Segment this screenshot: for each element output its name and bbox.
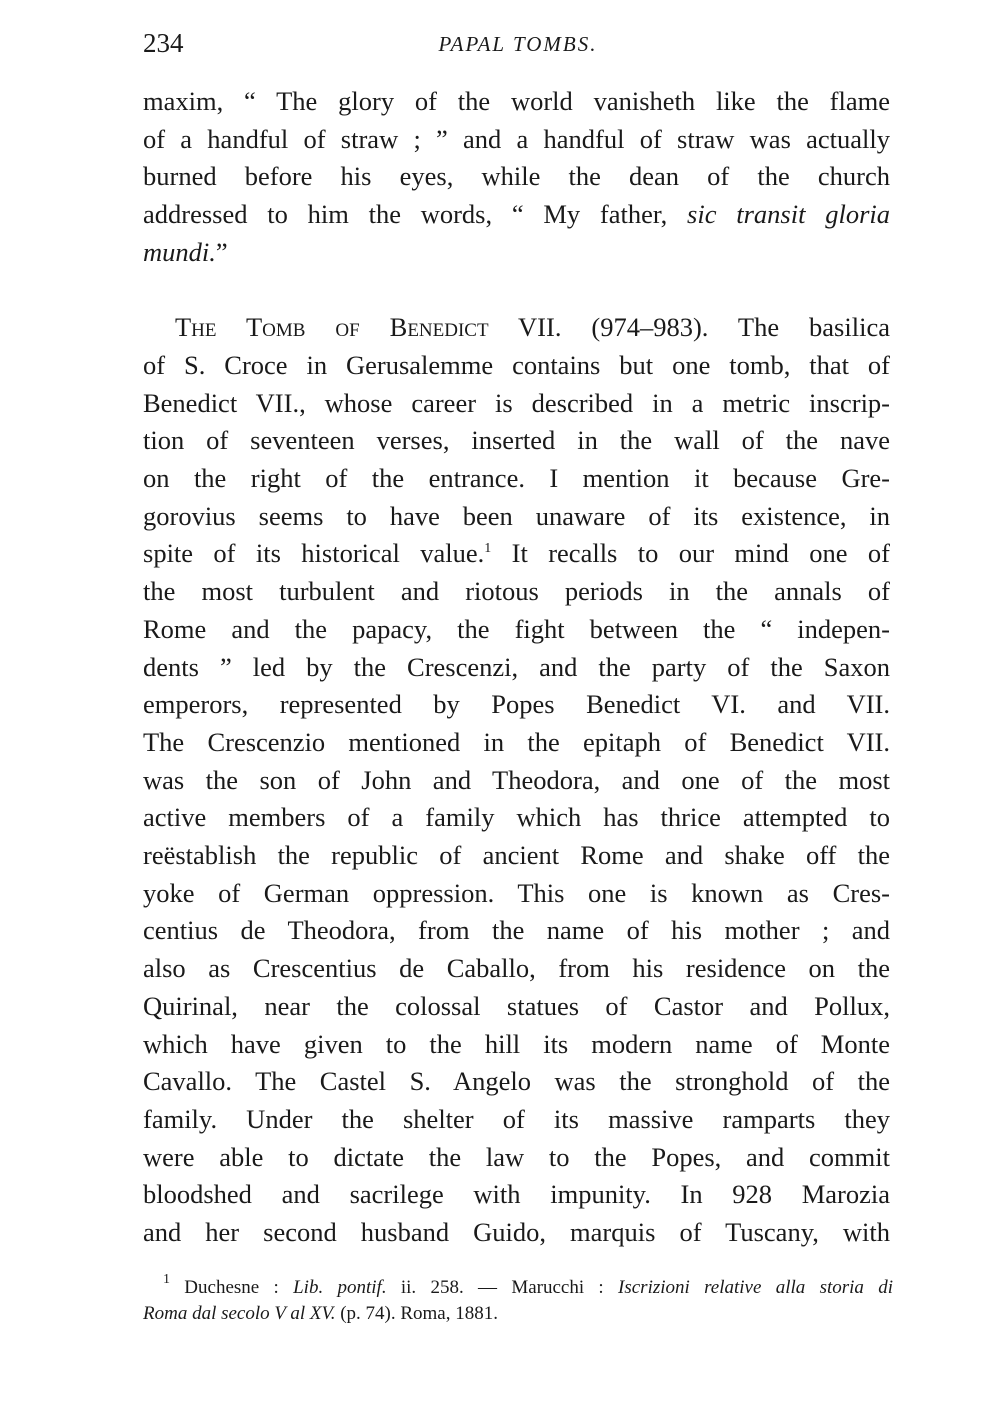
footnote-text: ii. 258. — Marucchi : <box>386 1277 619 1298</box>
text-line: Quirinal, near the colossal statues of Castor and Pollux, <box>143 990 890 1021</box>
footnote-title: Iscrizioni relative alla storia di <box>618 1277 893 1298</box>
text-line: maxim, “ The glory of the world vanisheth like the flame <box>143 86 890 116</box>
text-line: of S. Croce in Gerusalemme contains but one tomb, that of <box>143 349 890 380</box>
text-line: the most turbulent and riotous periods in the annals of <box>143 576 890 607</box>
running-title: PAPAL TOMBS. <box>438 32 598 56</box>
text-line: family. Under the shelter of its massive ramparts they <box>143 1103 890 1134</box>
text-line: The Crescenzio mentioned in the epitaph of Benedict VII. <box>143 726 890 757</box>
text-line: yoke of German oppression. This one is known as Cres- <box>143 877 890 908</box>
latin-phrase: sic transit gloria <box>687 199 890 230</box>
text-line: were able to dictate the law to the Popes, and commit <box>143 1141 890 1172</box>
text-line: and her second husband Guido, marquis of Tuscany, with <box>143 1217 890 1248</box>
body-text <box>143 83 890 1252</box>
footnote-line <box>143 1272 893 1301</box>
text-line: burned before his eyes, while the dean of the church <box>143 161 890 192</box>
text-run: It recalls to our mind one of <box>491 538 890 569</box>
latin-phrase-end: mundi. <box>143 236 216 267</box>
text-line: tion of seventeen verses, inserted in the wall of the nave <box>143 425 890 456</box>
text-line: emperors, represented by Popes Benedict VI. and VII. <box>143 689 890 720</box>
footnote-text: (p. 74). Roma, 1881. <box>335 1303 498 1324</box>
text-line: on the right of the entrance. I mention it because Gre- <box>143 463 890 494</box>
closing-quote: ” <box>215 236 228 267</box>
text-line: gorovius seems to have been unaware of its existence, in <box>143 500 890 531</box>
paragraph-gap <box>143 272 890 310</box>
section-heading-line <box>143 309 890 347</box>
text-line: was the son of John and Theodora, and one of the most <box>143 764 890 795</box>
text-run: spite of its historical value. <box>143 538 485 569</box>
section-heading-rest: VII. (974–983). The basilica <box>488 312 890 343</box>
page-header <box>143 28 893 68</box>
footnote-title: Roma dal secolo V al XV. <box>143 1303 336 1324</box>
text-line: reëstablish the republic of ancient Rome and shake off the <box>143 840 890 871</box>
footnote-title: Lib. pontif. <box>293 1277 387 1298</box>
text-line <box>143 234 890 272</box>
footnote <box>143 1272 893 1327</box>
footnote-marker: 1 <box>163 1272 170 1287</box>
footnote-ref: 1 <box>484 541 492 557</box>
footnote-author: Duchesne : <box>170 1277 294 1298</box>
text-line: Cavallo. The Castel S. Angelo was the stronghold of the <box>143 1066 890 1097</box>
text-line: dents ” led by the Crescenzi, and the party of the Saxon <box>143 651 890 682</box>
text-line <box>143 535 890 573</box>
text-line: centius de Theodora, from the name of his mother ; and <box>143 915 890 946</box>
text-line: which have given to the hill its modern name of Monte <box>143 1028 890 1059</box>
section-heading: The Tomb of Benedict <box>175 312 489 343</box>
page-number: 234 <box>143 28 184 58</box>
text-line: of a handful of straw ; ” and a handful of straw was actually <box>143 123 890 154</box>
text-line: also as Crescentius de Caballo, from his residence on the <box>143 953 890 984</box>
text-line: Benedict VII., whose career is described in a metric inscrip- <box>143 387 890 418</box>
text-line: active members of a family which has thrice attempted to <box>143 802 890 833</box>
footnote-line <box>143 1301 893 1327</box>
text-run: addressed to him the words, “ My father, <box>143 199 688 230</box>
text-line: bloodshed and sacrilege with impunity. In 928 Marozia <box>143 1179 890 1210</box>
text-line: Rome and the papacy, the fight between the “ indepen- <box>143 613 890 644</box>
text-line <box>143 196 890 234</box>
